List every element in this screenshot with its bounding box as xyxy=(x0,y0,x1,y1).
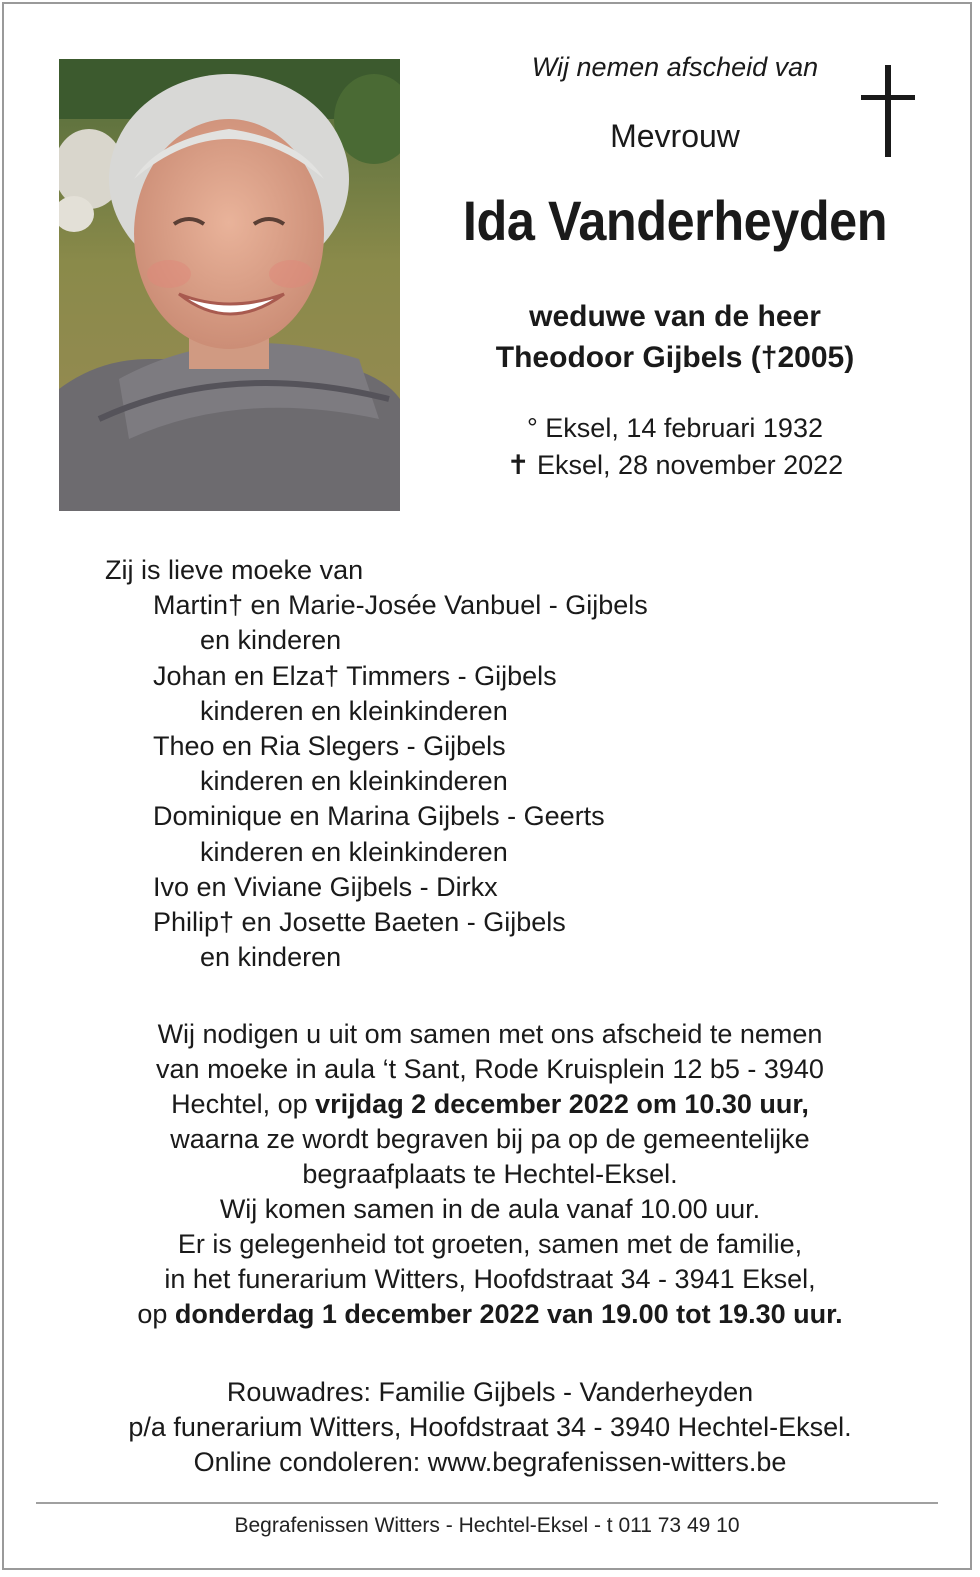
invitation-text xyxy=(30,1017,950,1332)
invite-line: waarna ze wordt begraven bij pa op de gemeentelijke xyxy=(170,1124,810,1154)
deceased-name: Ida Vanderheyden xyxy=(462,189,888,252)
family-descendants: kinderen en kleinkinderen xyxy=(200,836,508,867)
invite-line xyxy=(30,1297,950,1332)
life-dates xyxy=(420,410,930,484)
death-date: ✝ Eksel, 28 november 2022 xyxy=(506,450,844,480)
widow-line-1: weduwe van de heer xyxy=(529,300,821,333)
invite-line: Er is gelegenheid tot groeten, samen met de familie, xyxy=(177,1229,803,1259)
family-descendants: kinderen en kleinkinderen xyxy=(200,766,508,797)
salutation: Mevrouw xyxy=(610,118,740,154)
birth-date: ° Eksel, 14 februari 1932 xyxy=(527,413,823,443)
address-line: p/a funerarium Witters, Hoofdstraat 34 - 3940 Hechtel-Eksel. xyxy=(128,1412,852,1442)
portrait-photo xyxy=(59,59,400,511)
family-member: Theo en Ria Slegers - Gijbels xyxy=(153,731,506,762)
invite-text: op xyxy=(137,1299,175,1329)
family-member: Martin† en Marie-Josée Vanbuel - Gijbels xyxy=(153,590,648,621)
footer-divider xyxy=(36,1502,938,1504)
visitation-datetime: donderdag 1 december 2022 van 19.00 tot 19.30 uur. xyxy=(174,1299,843,1329)
family-member: Ivo en Viviane Gijbels - Dirkx xyxy=(153,871,498,902)
family-member: Dominique en Marina Gijbels - Geerts xyxy=(153,801,605,832)
invite-text: Hechtel, op xyxy=(171,1089,316,1119)
family-member: Philip† en Josette Baeten - Gijbels xyxy=(153,907,566,938)
widow-line-2: Theodoor Gijbels (†2005) xyxy=(495,341,855,374)
family-list xyxy=(105,553,648,975)
portrait-image xyxy=(59,59,400,511)
footer-text: Begrafenissen Witters - Hechtel-Eksel - t 011 73 49 10 xyxy=(234,1514,740,1537)
invite-line: Wij komen samen in de aula vanaf 10.00 uur. xyxy=(219,1194,761,1224)
funeral-datetime: vrijdag 2 december 2022 om 10.30 uur, xyxy=(315,1089,809,1119)
invite-line: Wij nodigen u uit om samen met ons afscheid te nemen xyxy=(157,1019,823,1049)
address-line: Rouwadres: Familie Gijbels - Vanderheyden xyxy=(226,1377,754,1407)
family-lines xyxy=(105,588,648,975)
widow-of xyxy=(420,296,930,378)
mourning-address xyxy=(30,1375,950,1480)
family-member: Johan en Elza† Timmers - Gijbels xyxy=(153,660,557,691)
cross-icon xyxy=(861,65,915,157)
condolence-link: Online condoleren: www.begrafenissen-witters.be xyxy=(193,1447,787,1477)
family-descendants: en kinderen xyxy=(200,942,342,973)
intro-text: Wij nemen afscheid van xyxy=(531,52,819,82)
invite-line xyxy=(30,1087,950,1122)
family-descendants: kinderen en kleinkinderen xyxy=(200,695,508,726)
family-descendants: en kinderen xyxy=(200,625,342,656)
invite-line: in het funerarium Witters, Hoofdstraat 34 - 3941 Eksel, xyxy=(164,1264,816,1294)
invite-line: begraafplaats te Hechtel-Eksel. xyxy=(302,1159,678,1189)
invite-line: van moeke in aula ‘t Sant, Rode Kruisplein 12 b5 - 3940 xyxy=(156,1054,824,1084)
family-intro: Zij is lieve moeke van xyxy=(105,555,364,585)
